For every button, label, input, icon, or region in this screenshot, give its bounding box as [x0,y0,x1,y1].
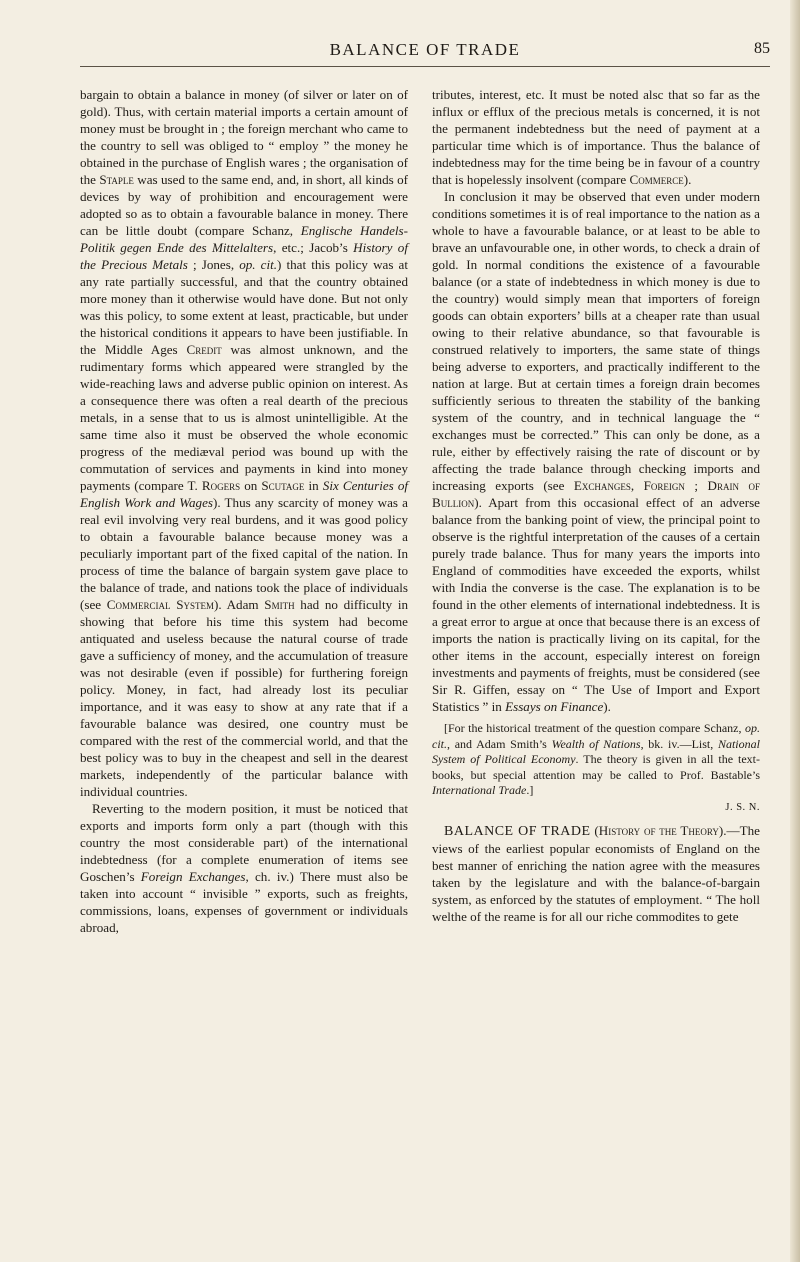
cross-reference: Scutage [261,478,305,493]
running-header [80,40,770,67]
paragraph: In conclusion it may be observed that even under modern conditions sometimes it is of real importance to the nation as a whole to have a favourable balance, or at least to be able to brave an unfavourable one, in other words, to check a drain of gold. In normal conditions the existence of a favourable balance (or a state of indebtedness in which money is due to the country) would simply mean that importers of foreign goods can obtain exporters’ bills at a cheaper rate than usual owing to their relative abundance, so that favourable is construed relatively to importers, the same state of things being adverse to exporters, and practically indifferent to the nation at large. But at certain times a foreign drain becomes sufficiently serious to threaten the stability of the banking system of the country, and in technical language the “ exchanges must be corrected.” This can only be done, as a rule, either by effectively raising the rate of discount or by affecting the trade balance through checking imports and increasing exports (see Exchanges, Foreign ; Drain of Bullion). Apart from this occasional effect of an adverse balance from the banking point of view, the principal point to observe is the rightful interpretation of the causes of a certain purely trade balance. Thus for many years the imports into England of commodities have exceeded the exports, whilst with India the converse is the case. The explanation is to be found in the other elements of international indebtedness. It is a great error to argue at once that because there is an excess of imports the nation is practically living on its capital, for the other items in the account, especially interest on foreign investments and payments of freights, must be considered (see Sir R. Giffen, essay on “ The Use of Import and Export Statistics ” in Essays on Finance). [432,189,760,714]
bibliography-note: [For the historical treatment of the question compare Schanz, op. cit., and Adam Smith’s Wealth of Nations, bk. iv.—List, National System of Political Economy. The theory is given in all the text-books, but special attention may be called to Prof. Bastable’s International Trade.] [432,721,760,798]
paragraph: bargain to obtain a balance in money (of silver or later on of gold). Thus, with certain material imports a certain amount of money must be brought in ; the foreign merchant who came to the country to sell was obliged to “ employ ” the money he obtained in the purchase of English wares ; the organisation of the Staple was used to the same end, and, in short, all kinds of devices by way of prohibition and encouragement were adopted so as to obtain a favourable balance in money. There can be little doubt (compare Schanz, Englische Handels-Politik gegen Ende des Mittelalters, etc.; Jacob’s History of the Precious Metals ; Jones, op. cit.) that this policy was at any rate partially successful, and that the country obtained more money than it otherwise would have done. But not only was this policy, to some extent at least, practicable, but under the historical conditions it appears to have been justifiable. In the Middle Ages Credit was almost unknown, and the rudimentary forms which appeared were strangled by the wide-reaching laws and adverse public opinion on interest. As a consequence there was often a real dearth of the precious metals, in a sense that to us is almost unintelligible. At the same time also it must be observed the whole economic progress of the mediæval period was bound up with the commutation of services and payments in kind into money payments (compare T. Rogers on Scutage in Six Centuries of English Work and Wages). Thus any scarcity of money was a real evil involving very real burdens, and it was good policy to obtain a favourable balance because money was a peculiarly important part of the fixed capital of the nation. In process of time the balance of bargain system gave place to the balance of trade, and nations took the place of individuals (see Commercial System). Adam Smith had no difficulty in showing that before his time this system had become antiquated and useless because the natural course of trade gave a sufficiency of money, and the accumulation of treasure was not desirable (even if possible) for furthering foreign policy. Money, in fact, had already lost its peculiar importance, and it was easy to show at any rate that if a favourable balance was desired, one country must be compared with the rest of the commercial world, and that the best policy was to buy in the cheapest and sell in the dearest markets, independently of the particular balance with individual countries. [80,87,409,799]
cross-reference: Drain of Bullion [432,478,760,510]
entry-paragraph: BALANCE OF TRADE (History of the Theory).—The views of the earliest popular economists of England on the best manner of enriching the nation agree with the measures taken by the legislature and with the balance-of-bargain system, as enforced by the statutes of employment. “ The holl welthe of the reame is for all our riche commodites to gete [432,822,760,924]
book-title: Foreign Exchanges [140,869,246,884]
cross-reference: Rogers [201,478,241,493]
book-title: Englische Handels-Politik gegen Ende des Mittelalters [80,223,408,255]
cross-reference: Commercial System [106,597,214,612]
book-title: Six Centuries of English Work and Wages [80,478,409,510]
book-title: National System of Political Economy [432,736,760,767]
cross-reference: Credit [186,342,222,357]
right-column [432,86,760,925]
running-title: BALANCE OF TRADE [329,40,521,59]
cross-reference: Commerce [629,172,684,187]
left-column [80,86,408,936]
cross-reference: Staple [99,172,134,187]
cross-reference: Exchanges, Foreign [573,478,685,493]
book-title: Wealth of Nations [551,736,641,751]
entry-heading: BALANCE OF TRADE [444,823,591,839]
book-title: Essays on Finance [505,699,604,714]
paragraph: tributes, interest, etc. It must be noted alsc that so far as the influx or efflux of the precious metals is concerned, it is not the permanent indebtedness but the need of payment at a particular time which is of importance. Thus the balance of indebtedness may for the time being be in favour of a country that is hopelessly insolvent (compare Commerce). [432,87,760,187]
entry-subheading: History of the Theory [598,822,719,838]
page-number: 85 [754,40,770,57]
book-title: International Trade [432,783,527,798]
paragraph: Reverting to the modern position, it must be noticed that exports and imports form only a part (though with this country the most considerable part) of the international indebtedness (for a complete enumeration of items see Goschen’s Foreign Exchanges, ch. iv.) There must also be taken into account “ invisible ” exports, such as freights, commissions, loans, expenses of government or individuals abroad, [80,801,408,935]
page-edge [790,0,800,1262]
cross-reference: Smith [264,597,295,612]
book-title: History of the Precious Metals [80,240,408,272]
author-initials: J. S. N. [725,801,760,813]
